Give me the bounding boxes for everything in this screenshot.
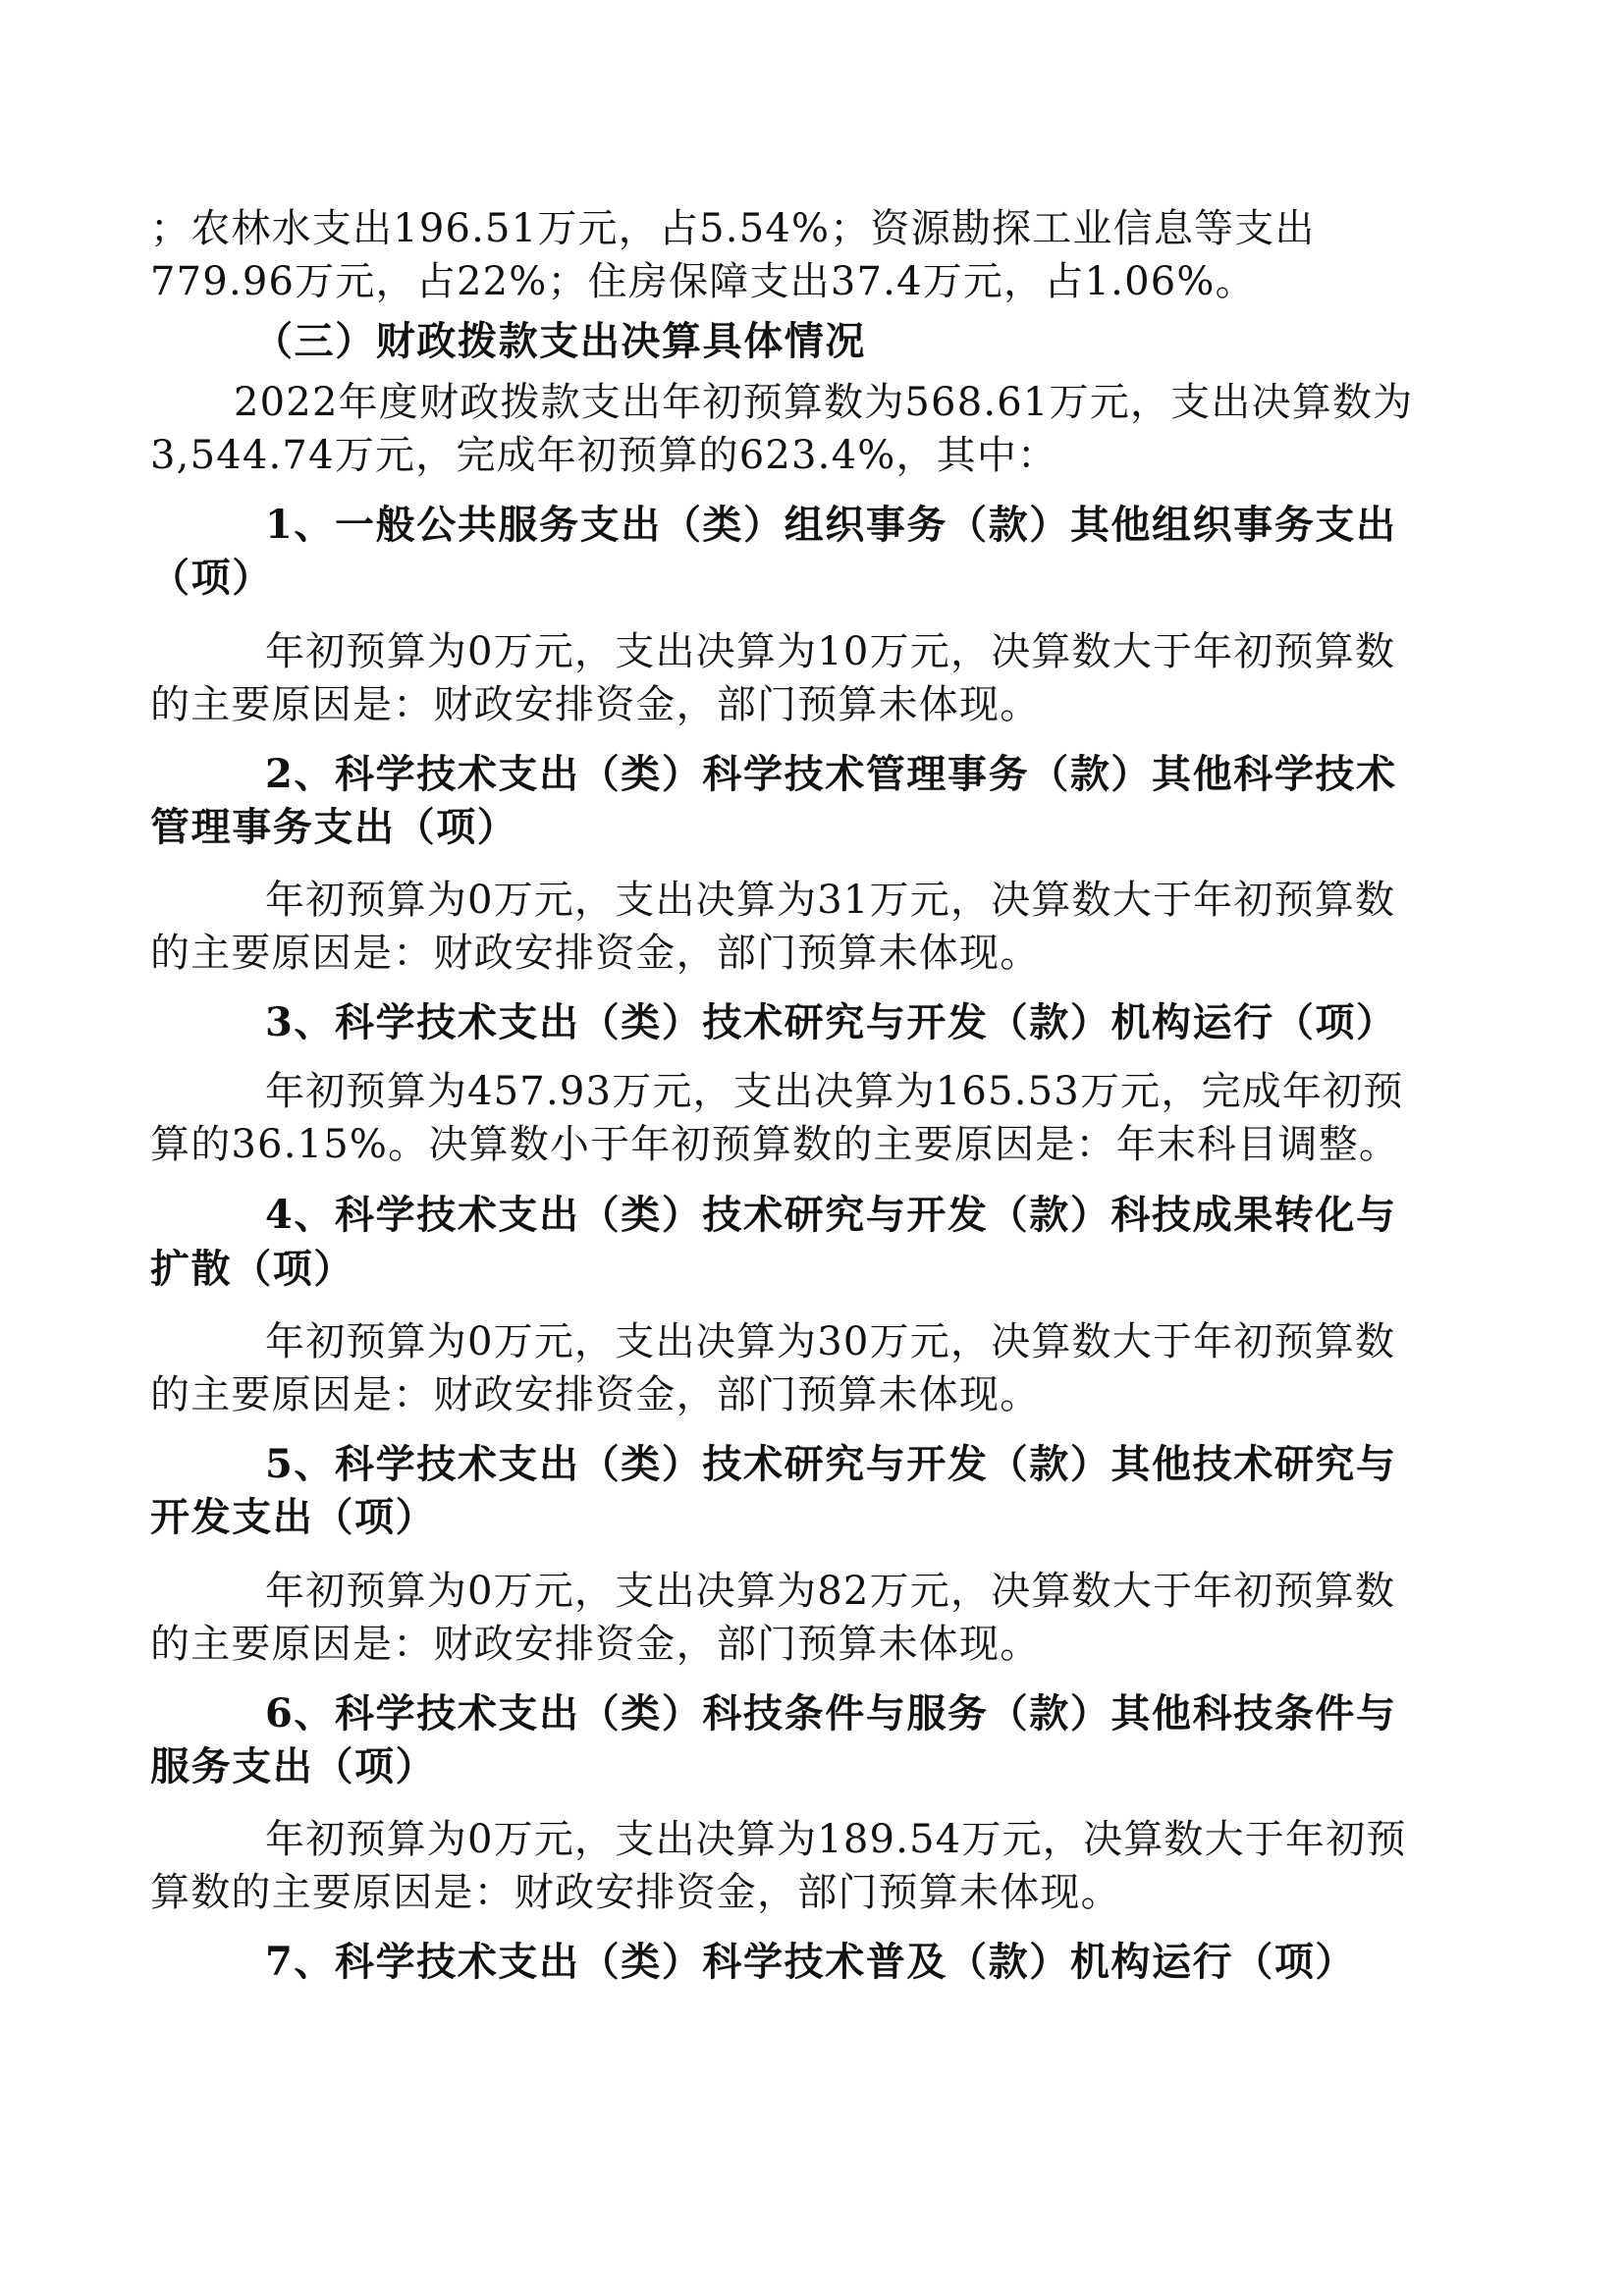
item-body: 年初预算为457.93万元，支出决算为165.53万元，完成年初预 bbox=[265, 1069, 1404, 1114]
item-heading: （项） bbox=[150, 555, 273, 601]
item-heading: 3、科学技术支出（类）技术研究与开发（款）机构运行（项） bbox=[265, 999, 1397, 1045]
item-heading: 管理事务支出（项） bbox=[150, 804, 518, 850]
item-body: 年初预算为0万元，支出决算为82万元，决算数大于年初预算数 bbox=[265, 1569, 1396, 1614]
intro-paragraph-line: 779.96万元，占22%；住房保障支出37.4万元，占1.06%。 bbox=[150, 259, 1256, 304]
item-heading: 6、科学技术支出（类）科技条件与服务（款）其他科技条件与 bbox=[265, 1690, 1397, 1736]
item-heading: 2、科学技术支出（类）科学技术管理事务（款）其他科学技术 bbox=[265, 751, 1397, 797]
summary-paragraph-line: 2022年度财政拨款支出年初预算数为568.61万元，支出决算数为 bbox=[234, 380, 1414, 425]
item-heading: 1、一般公共服务支出（类）组织事务（款）其他组织事务支出 bbox=[265, 502, 1397, 548]
intro-paragraph-line: ；农林水支出196.51万元，占5.54%；资源勘探工业信息等支出 bbox=[150, 206, 1316, 251]
section-heading: （三）财政拨款支出决算具体情况 bbox=[253, 318, 866, 364]
item-body: 算的36.15%。决算数小于年初预算数的主要原因是：年末科目调整。 bbox=[150, 1122, 1400, 1167]
item-heading: 开发支出（项） bbox=[150, 1494, 437, 1540]
item-heading: 扩散（项） bbox=[150, 1246, 354, 1292]
item-heading: 5、科学技术支出（类）技术研究与开发（款）其他技术研究与 bbox=[265, 1441, 1397, 1487]
item-body: 年初预算为0万元，支出决算为31万元，决算数大于年初预算数 bbox=[265, 878, 1396, 923]
item-body: 的主要原因是：财政安排资金，部门预算未体现。 bbox=[150, 1372, 1041, 1417]
item-body: 的主要原因是：财政安排资金，部门预算未体现。 bbox=[150, 682, 1041, 727]
summary-paragraph-line: 3,544.74万元，完成年初预算的623.4%，其中： bbox=[150, 433, 1058, 478]
item-body: 年初预算为0万元，支出决算为30万元，决算数大于年初预算数 bbox=[265, 1319, 1396, 1364]
item-body: 的主要原因是：财政安排资金，部门预算未体现。 bbox=[150, 931, 1041, 976]
item-body: 年初预算为0万元，支出决算为189.54万元，决算数大于年初预 bbox=[265, 1817, 1407, 1862]
item-body: 年初预算为0万元，支出决算为10万元，决算数大于年初预算数 bbox=[265, 629, 1396, 674]
item-body: 的主要原因是：财政安排资金，部门预算未体现。 bbox=[150, 1622, 1041, 1667]
item-heading: 服务支出（项） bbox=[150, 1743, 437, 1789]
item-heading: 7、科学技术支出（类）科学技术普及（款）机构运行（项） bbox=[265, 1939, 1357, 1985]
item-heading: 4、科学技术支出（类）技术研究与开发（款）科技成果转化与 bbox=[265, 1192, 1397, 1238]
item-body: 算数的主要原因是：财政安排资金，部门预算未体现。 bbox=[150, 1870, 1121, 1915]
